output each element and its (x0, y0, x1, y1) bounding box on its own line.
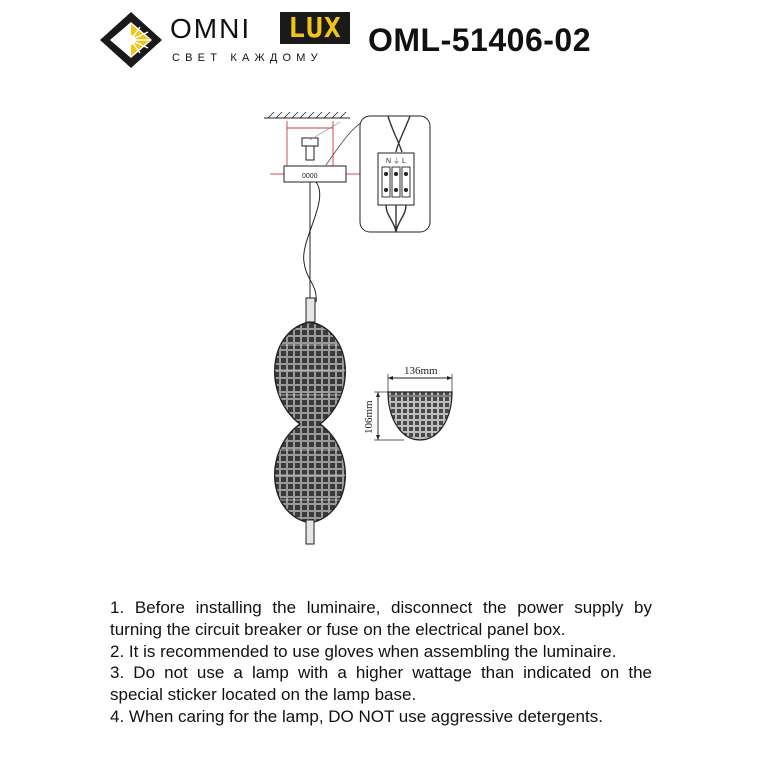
pendant-body (262, 320, 358, 526)
canopy-label: 0000 (302, 173, 318, 180)
omnilux-logo-icon (98, 10, 164, 70)
brand-lux-text: LUX (280, 12, 350, 44)
brand-slogan: СВЕТ КАЖДОМУ (172, 52, 323, 64)
ceiling-line (264, 112, 350, 118)
shade-height-label: 106mm (363, 400, 375, 434)
brand-omni-text: OMNI (170, 13, 252, 44)
bottom-rod (306, 520, 314, 544)
note-item: 3. Do not use a lamp with a higher wattage than indicated on the special sticker located on the lamp base. (110, 663, 652, 705)
note-item: 1. Before installing the luminaire, disconnect the power supply by turning the circuit breaker or fuse on the electrical panel box. (110, 598, 652, 639)
shade-detail (363, 365, 452, 442)
technical-drawing (0, 90, 767, 560)
lamp-holder (306, 298, 315, 322)
ceiling-canopy (284, 166, 346, 182)
suspension-cable (304, 182, 320, 302)
terminal-labels: N ⏚ L (386, 158, 406, 165)
shade-width-label: 136mm (404, 365, 438, 377)
model-number: OML-51406-02 (368, 22, 591, 58)
note-item: 2. It is recommended to use gloves when assembling the luminaire. (110, 641, 617, 661)
note-item: 4. When caring for the lamp, DO NOT use aggressive detergents. (110, 706, 603, 726)
installation-notes (110, 597, 652, 728)
header (0, 0, 767, 80)
